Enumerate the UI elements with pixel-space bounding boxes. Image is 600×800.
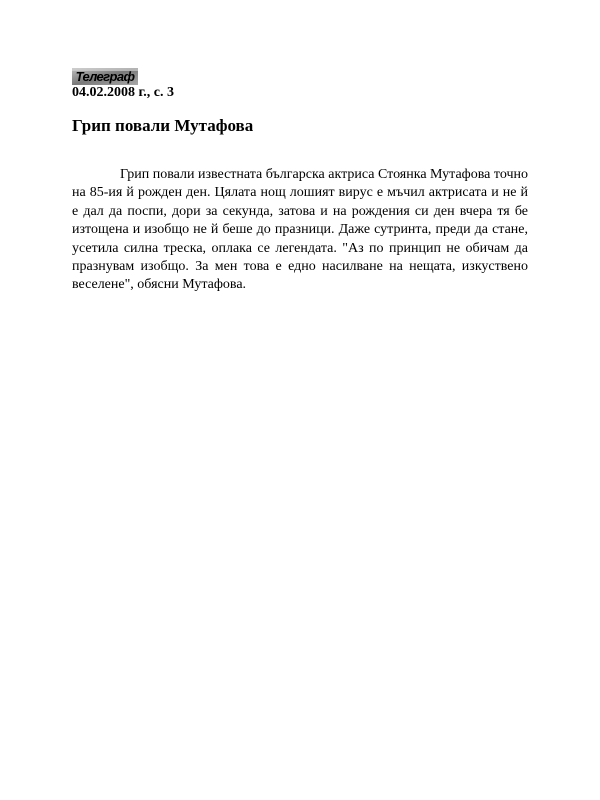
newspaper-logo-text: Телеграф — [75, 69, 135, 84]
article-body: Грип повали известната българска актриса Стоянка Мутафова точно на 85-ия й рожден ден. Цялата нощ лошият вирус е мъчил актрисата и не й е дал да поспи, дори за секунда, затова и на рождения си ден вчера тя бе изтощена и изобщо не й беше до празници. Даже сутринта, преди да стане, усетила силна треска, оплака се легендата. "Аз по принцип не обичам да празнувам изобщо. За мен това е едно насилване на нещата, изкуствено веселене", обясни Мутафова. — [72, 167, 528, 293]
article-title: Грип повали Мутафова — [72, 116, 254, 135]
publication-date-line: 04.02.2008 г., с. 3 — [72, 85, 174, 100]
newspaper-logo — [72, 68, 138, 85]
